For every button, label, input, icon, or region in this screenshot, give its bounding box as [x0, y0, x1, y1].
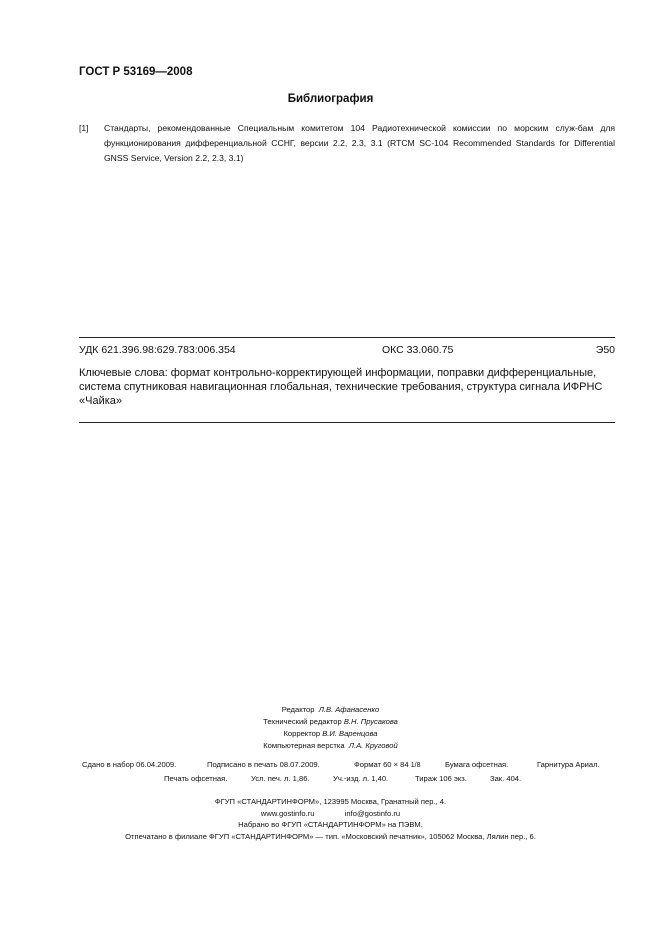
bibliography-entry — [79, 121, 615, 166]
divider-bottom — [79, 422, 615, 423]
publisher-address: ФГУП «СТАНДАРТИНФОРМ», 123995 Москва, Гранатный пер., 4. — [214, 797, 447, 806]
udk-code: УДК 621.396.98:629.783:006.354 — [79, 344, 236, 356]
divider-top — [79, 337, 615, 338]
print-run: Тираж 106 экз. — [415, 774, 467, 783]
order-number: Зак. 404. — [490, 774, 522, 783]
format-info: Формат 60 × 84 1/8 — [354, 760, 421, 769]
standard-code: ГОСТ Р 53169—2008 — [79, 66, 193, 78]
bibliography-entry-text: Стандарты, рекомендованные Специальным комитетом 104 Радиотехнической комиссии по морским служ-бам для функционирования дифференциальной ССНГ, версии 2.2, 2.3, 3.1 (RTCM SC-104 Recommended Standards for Differential GNSS Service, Version 2.2, 2.3, 3.1) — [104, 123, 615, 163]
publisher-website[interactable]: www.gostinfo.ru — [260, 809, 315, 818]
printing-type: Печать офсетная. — [164, 774, 228, 783]
print-sheets: Усл. печ. л. 1,86. — [251, 774, 310, 783]
print-info-row-2 — [0, 774, 661, 786]
publisher-sheets: Уч.-изд. л. 1,40. — [333, 774, 389, 783]
publisher-email[interactable]: info@gostinfo.ru — [344, 809, 401, 818]
signed-date: Подписано в печать 08.07.2009. — [207, 760, 320, 769]
oks-code: ОКС 33.060.75 — [382, 344, 454, 356]
keywords: Ключевые слова: формат контрольно-корректирующей информации, поправки дифференциальные, система спутниковая навигационная глобальная, технические требования, структура сигнала ИФРНС «Чайка» — [79, 367, 603, 407]
editor-credit: Редактор Л.В. Афанасенко — [281, 705, 380, 714]
format-fraction: 1/8 — [410, 762, 421, 769]
layout-credit: Компьютерная верстка Л.А. Круговой — [263, 741, 398, 750]
bibliography-title: Библиография — [287, 93, 374, 105]
typesetting-note: Набрано во ФГУП «СТАНДАРТИНФОРМ» на ПЭВМ. — [238, 820, 423, 829]
proofreader-credit: Корректор В.И. Варенцова — [283, 729, 378, 738]
paper-type: Бумага офсетная. — [445, 760, 509, 769]
bibliography-entry-number: [1] — [79, 123, 89, 133]
print-info-row-1 — [0, 760, 661, 772]
publisher-contacts — [0, 809, 661, 818]
typeset-date: Сдано в набор 06.04.2009. — [82, 760, 177, 769]
classification-code: Э50 — [595, 344, 615, 356]
printing-note: Отпечатано в филиале ФГУП «СТАНДАРТИНФОРМ» — тип. «Московский печатник», 105062 Москва, Лялин пер., 6. — [125, 832, 536, 841]
font-type: Гарнитура Ариал. — [537, 760, 600, 769]
tech-editor-credit: Технический редактор В.Н. Прусакова — [263, 717, 398, 726]
